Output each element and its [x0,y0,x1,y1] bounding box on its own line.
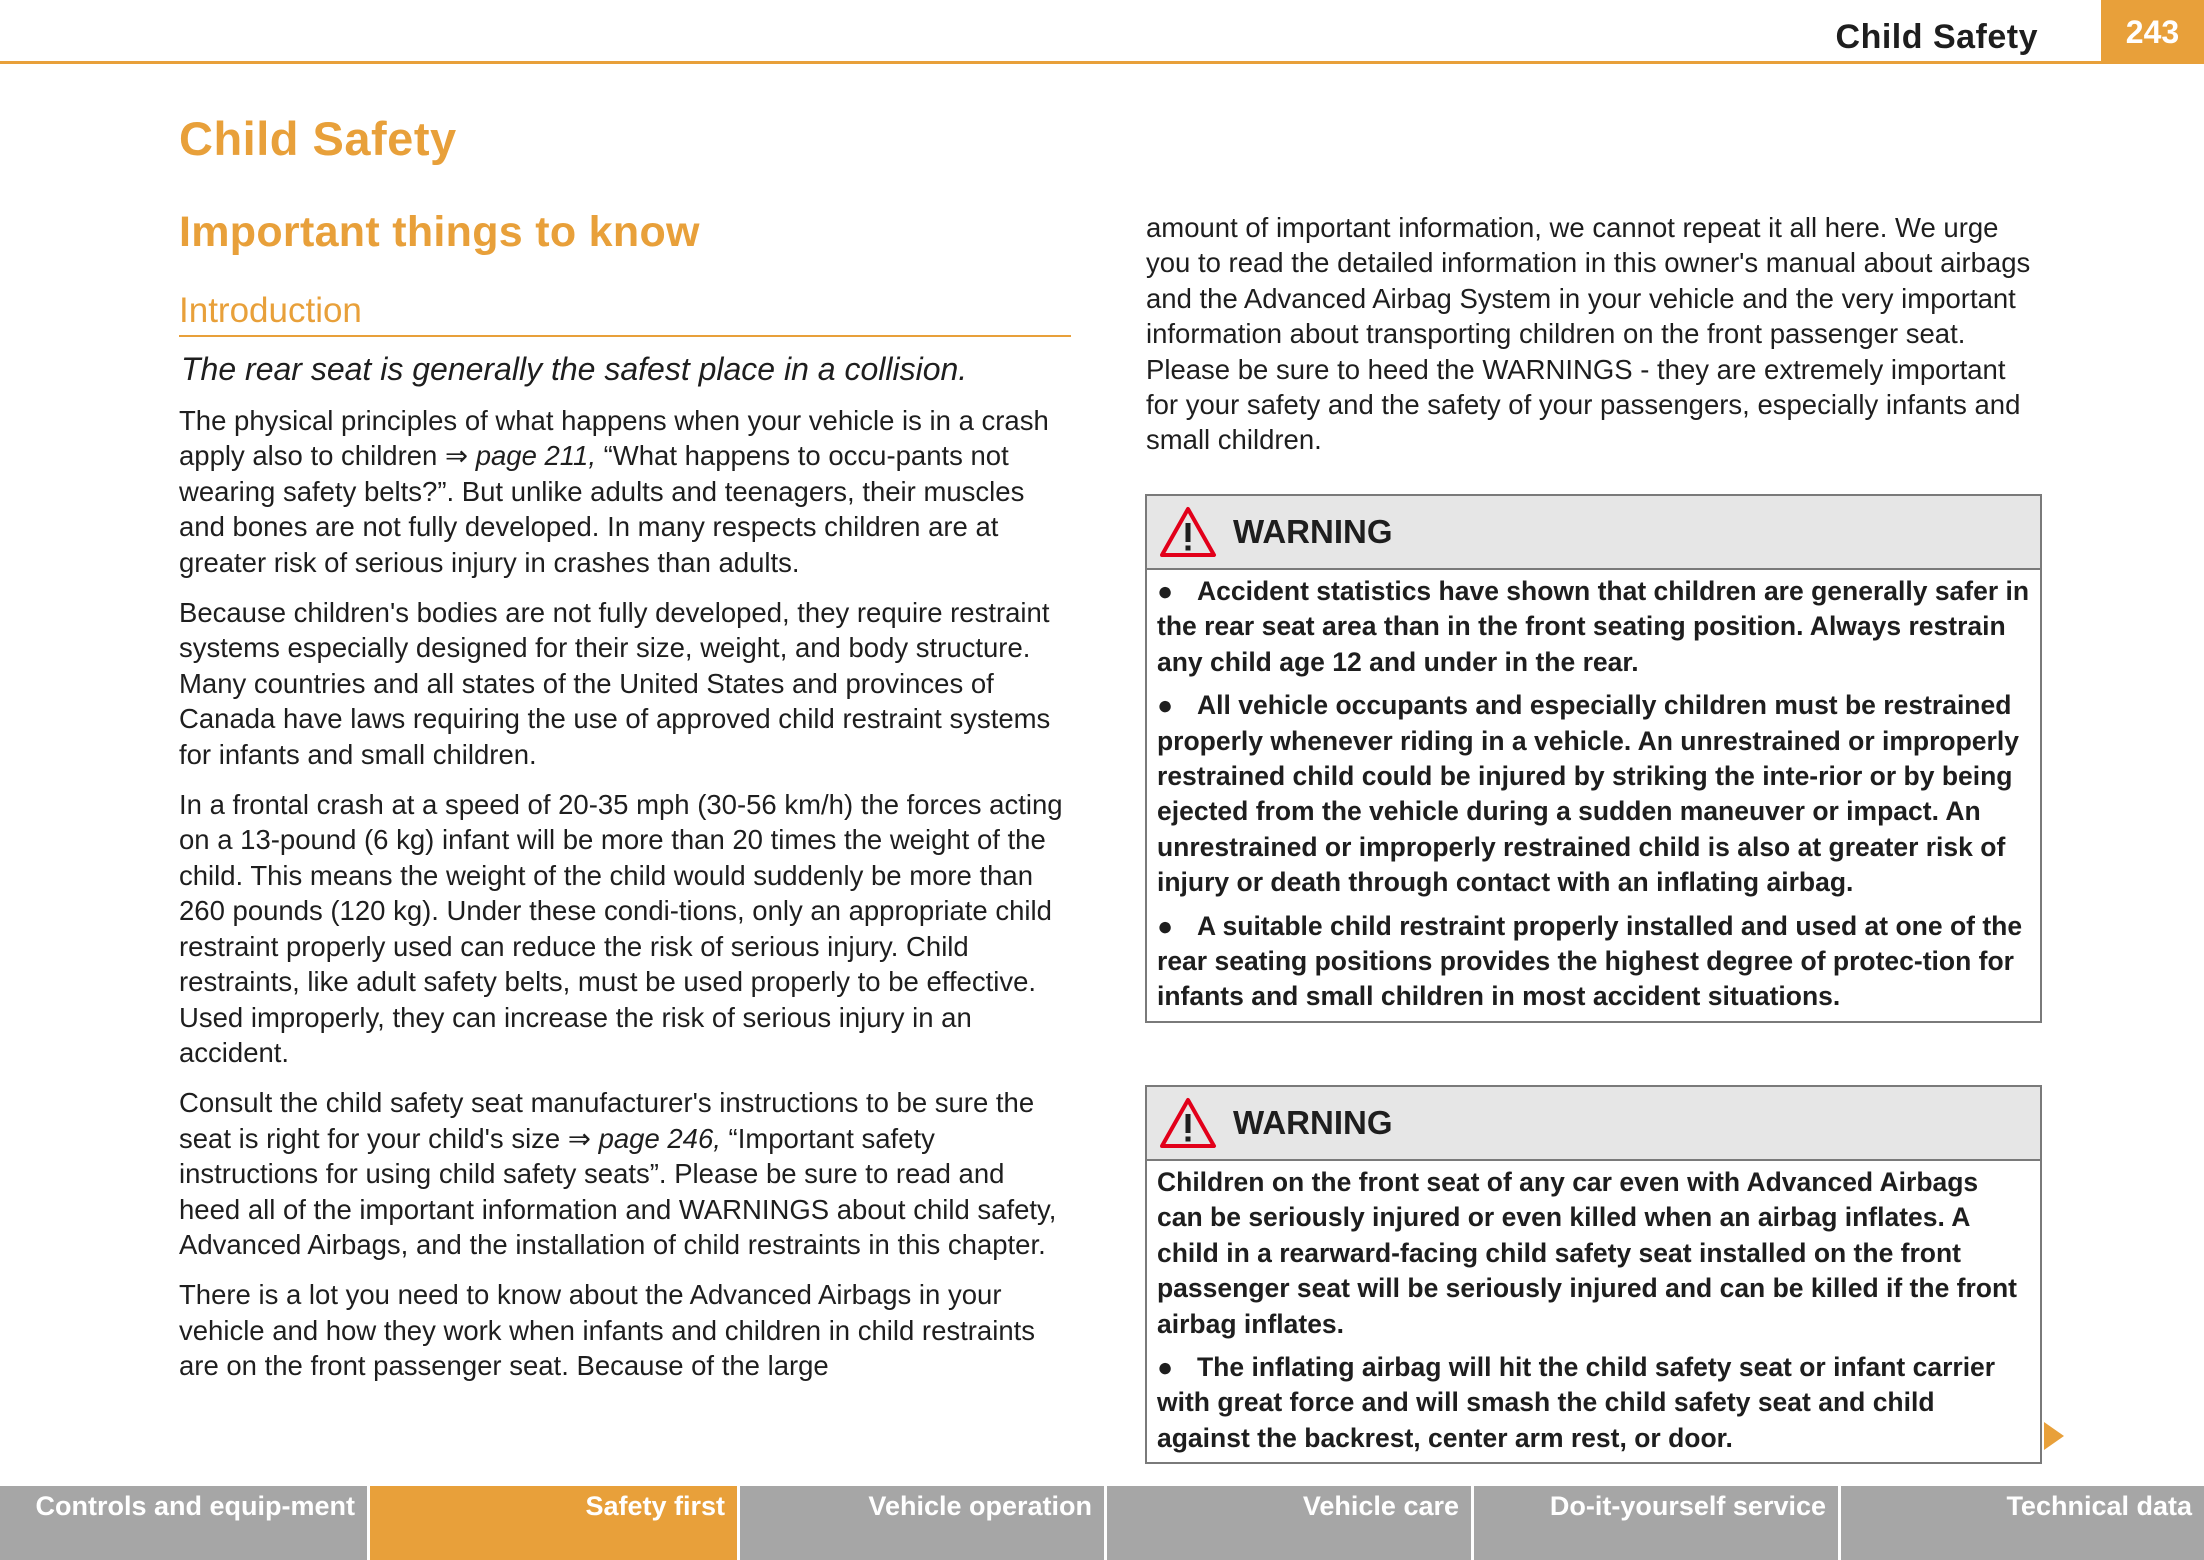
warning-item [1157,574,2030,680]
running-title: Child Safety [1835,18,2038,56]
lead-sentence: The rear seat is generally the safest place in a collision. [181,351,968,387]
bullet-icon: ● [1157,910,1174,941]
page-reference-link[interactable]: page 211, [475,440,596,472]
paragraph-4 [179,1085,1071,1262]
warning-title: WARNING [1233,1104,1393,1141]
subsection-title: Introduction [179,291,1071,337]
warning-item [1157,1350,2030,1456]
warning-text: A suitable child restraint properly installed and used at one of the rear seating positions provides the highest degree of protec-tion for infants and small children in most accident situations. [1157,910,2023,1012]
warning-box [1145,494,2042,1023]
paragraph-5 [179,1277,1071,1383]
paragraph-text: In a frontal crash at a speed of 20-35 mph (30-56 km/h) the forces acting on a 13-pound (6 kg) infant will be more than 20 times the weight of the child. This means the weight of the child would suddenly be more than 260 pounds (120 kg). Under these condi-tions, only an appropriate child restraint properly used can reduce the risk of serious injury. Child restraints, like adult safety belts, must be used properly to be effective. Used improperly, they can increase the risk of serious injury in an accident. [179,789,1063,1068]
paragraph-text: Because children's bodies are not fully developed, they require restraint systems especially designed for their size, weight, and body structure. Many countries and all states of the United States and provinces of Canada have laws requiring the use of approved child restraint systems for infants and small children. [179,597,1051,770]
chapter-nav [0,1486,2204,1560]
right-column [1146,210,2039,458]
warning-title: WARNING [1233,513,1393,550]
chapter-title: Child Safety [179,112,457,165]
warning-triangle-icon [1159,1097,1217,1149]
warning-header [1147,496,2040,570]
page-reference-link[interactable]: page 246, [598,1122,721,1154]
warning-header [1147,1087,2040,1161]
paragraph-text: “Important safety instructions for using child safety seats”. Please be sure to read and heed all of the important information and WARNINGS about child safety, Advanced Airbags, and the installation of child restraints in this chapter. [179,1122,1057,1260]
paragraph-3 [179,787,1071,1070]
paragraph-1 [179,403,1071,580]
warning-triangle-icon [1159,506,1217,558]
paragraph-2 [179,595,1071,772]
arrow-icon: ⇒ [445,440,476,472]
nav-tab-vehicle-operation[interactable]: Vehicle operation [740,1486,1104,1560]
bullet-icon: ● [1157,690,1174,721]
warning-item [1157,688,2030,900]
paragraph-text: amount of important information, we cannot repeat it all here. We urge you to read the detailed information in this owner's manual about airbags and the Advanced Airbag System in your vehicle and the very important information about transporting children on the front passenger seat. Please be sure to heed the WARNINGS - they are extremely important for your safety and the safety of your passengers, especially infants and small children. [1146,212,2031,456]
section-title: Important things to know [179,208,700,256]
nav-tab-diy-service[interactable]: Do-it-yourself service [1474,1486,1838,1560]
nav-tab-controls[interactable]: Controls and equip-ment [0,1486,367,1560]
warning-text: The inflating airbag will hit the child safety seat or infant carrier with great force and will smash the child safety seat and child against the backrest, center arm rest, or door. [1157,1352,1996,1453]
nav-tab-vehicle-care[interactable]: Vehicle care [1107,1486,1471,1560]
warning-text: All vehicle occupants and especially children must be restrained properly whenever riding in a vehicle. An unrestrained or improperly restrained child could be injured by striking the inte-rior or by being ejected from the vehicle during a sudden maneuver or impact. An unrestrained or improperly restrained child is also at greater risk of injury or death through contact with an inflating airbag. [1157,690,2019,898]
arrow-icon: ⇒ [567,1122,599,1154]
warning-body [1147,570,2040,1021]
nav-tab-safety-first[interactable]: Safety first [370,1486,737,1560]
warning-text: Children on the front seat of any car even with Advanced Airbags can be seriously injured or even killed when an airbag inflates. A child in a rearward-facing child safety seat installed on the front passenger seat will be seriously injured and can be killed if the front airbag inflates. [1157,1167,2018,1339]
left-column [179,105,1071,1384]
page-number: 243 [2101,0,2204,64]
bullet-icon: ● [1157,576,1174,606]
warning-box [1145,1085,2042,1464]
paragraph-text: “What happens to occu-pants not wearing safety belts?”. But unlike adults and teenagers, their muscles and bones are not fully developed. In many respects children are at greater risk of serious injury in crashes than adults. [179,440,1025,578]
warning-body [1147,1161,2040,1462]
bullet-icon: ● [1157,1352,1174,1383]
continued-arrow-icon [2044,1422,2064,1450]
warning-item [1157,909,2030,1015]
paragraph-text: The physical principles of what happens when your vehicle is in a crash apply also to children [179,405,1049,472]
paragraph-text: There is a lot you need to know about the Advanced Airbags in your vehicle and how they work when infants and children in child restraints are on the front passenger seat. Because of the large [179,1279,1036,1382]
header-rule [0,61,2204,64]
paragraph-text: Consult the child safety seat manufacturer's instructions to be sure the seat is right for your child's size [179,1087,1035,1154]
nav-tab-technical-data[interactable]: Technical data [1841,1486,2204,1560]
warning-text: Accident statistics have shown that children are generally safer in the rear seat area than in the front seating position. Always restrain any child age 12 and under in the rear. [1157,576,2030,677]
